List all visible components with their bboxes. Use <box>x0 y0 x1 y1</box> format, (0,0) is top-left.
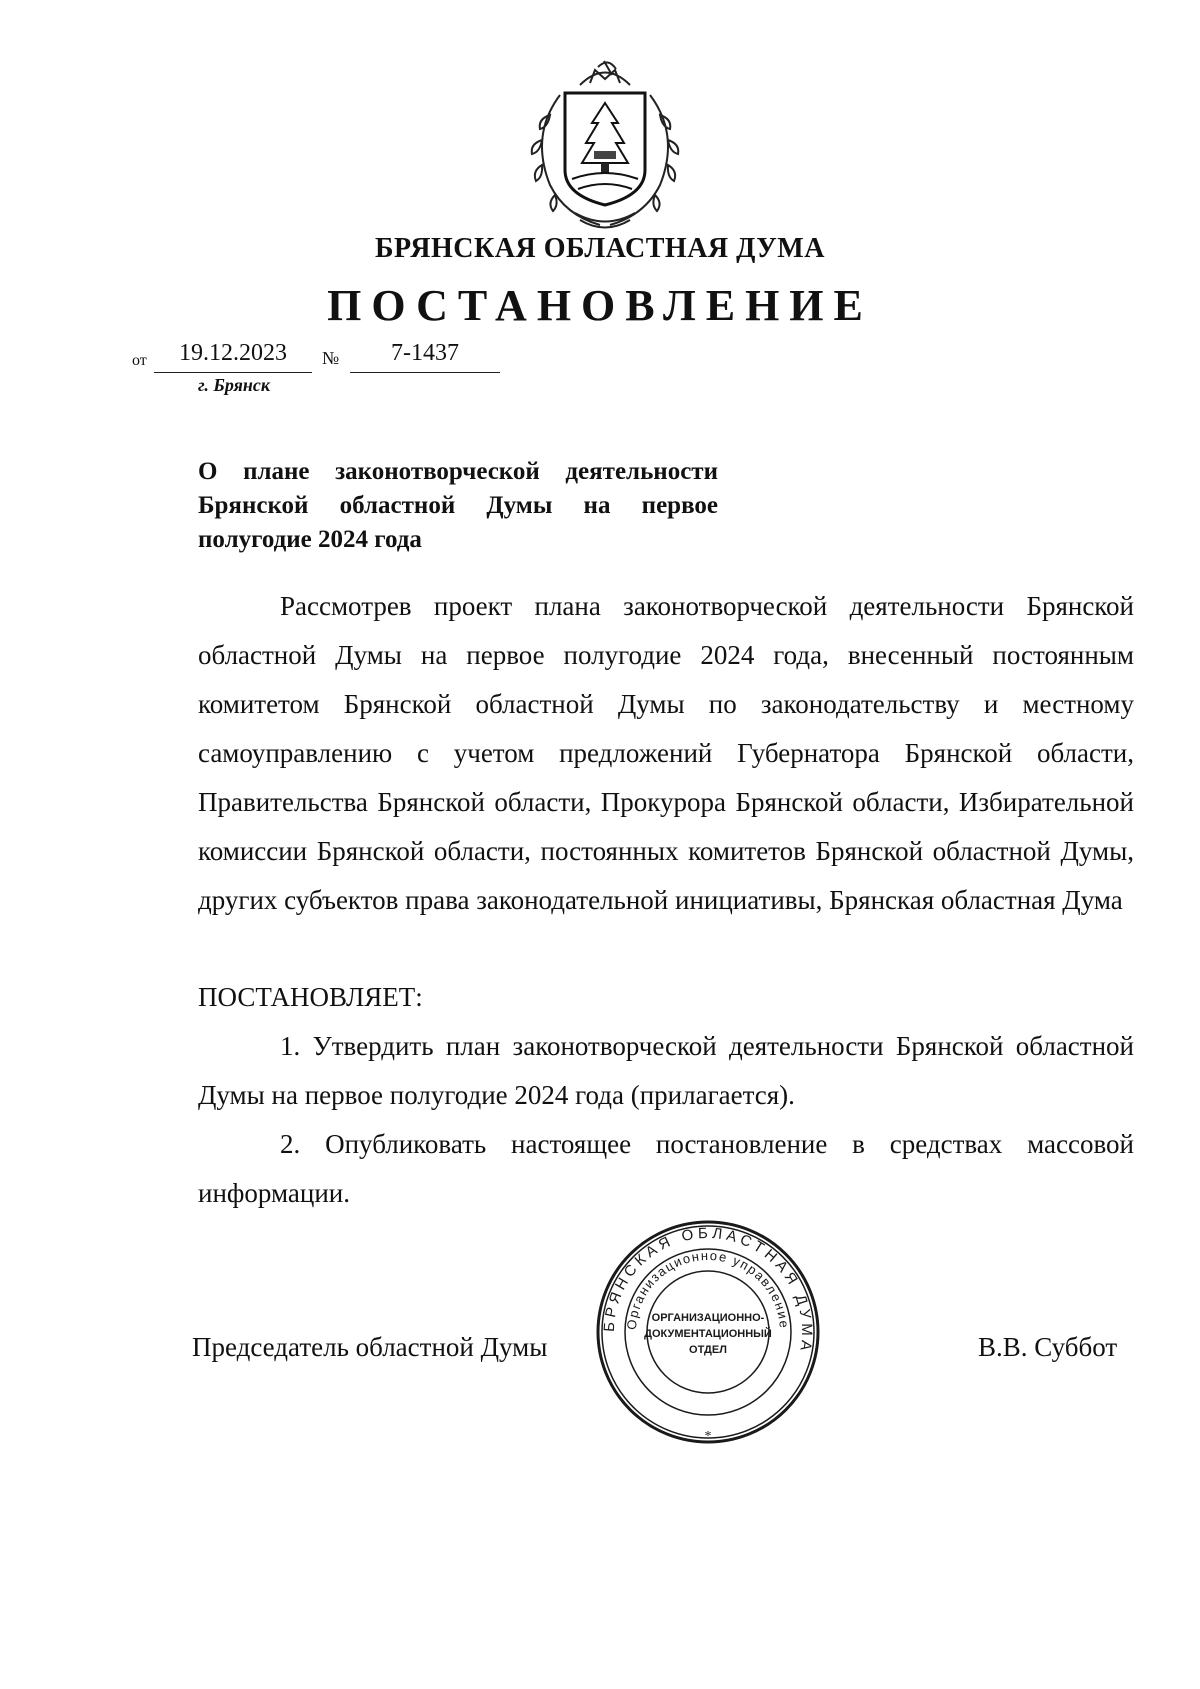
document-city: г. Брянск <box>198 375 270 395</box>
subject-line: полугодие 2024 года <box>198 526 422 553</box>
resolution-item-text: 2. Опубликовать настоящее постановление в средствах массовой информации. <box>198 1129 1134 1208</box>
number-prefix: № <box>322 348 340 368</box>
document-type-title: ПОСТАНОВЛЕНИЕ <box>327 281 873 330</box>
coat-of-arms-icon <box>520 55 690 235</box>
preamble-paragraph <box>198 582 1134 925</box>
resolution-item-text: 1. Утвердить план законотворческой деятельности Брянской областной Думы на первое полугодие 2024 года (прилагается). <box>198 1031 1134 1110</box>
stamp-center-line: ОРГАНИЗАЦИОННО- <box>651 1312 765 1324</box>
svg-text:Организационное управление: Организационное управление <box>623 1247 793 1331</box>
signatory-role: Председатель областной Думы <box>192 1332 548 1362</box>
resolution-item <box>198 1022 1134 1120</box>
decree-heading <box>198 973 1134 1022</box>
document-date: 19.12.2023 <box>154 338 312 373</box>
preamble-text: Рассмотрев проект плана законотворческой деятельности Брянской областной Думы на первое полугодие 2024 года, внесенный постоянным комитетом Брянской областной Думы по законодательству и местному самоуправлению с учетом предложений Губернатора Брянской области, Правительства Брянской области, Прокурора Брянской области, Избирательной комиссии Брянской области, постоянных комитетов Брянской областной Думы, других субъектов права законодательной инициативы, Брянская областная Дума <box>198 591 1134 915</box>
document-number: 7-1437 <box>350 338 500 373</box>
signatory-name: В.В. Суббот <box>978 1332 1118 1362</box>
official-stamp-icon <box>594 1218 822 1446</box>
decree-text: ПОСТАНОВЛЯЕТ: <box>198 982 423 1012</box>
subject-line: Брянской областной Думы на первое <box>198 492 718 519</box>
date-prefix: от <box>132 352 147 369</box>
svg-text:БРЯНСКАЯ ОБЛАСТНАЯ ДУМА: БРЯНСКАЯ ОБЛАСТНАЯ ДУМА <box>600 1224 816 1356</box>
stamp-star-icon: * <box>704 1429 712 1444</box>
document-subject <box>198 455 718 557</box>
issuing-authority: БРЯНСКАЯ ОБЛАСТНАЯ ДУМА <box>375 233 825 264</box>
subject-line: О плане законотворческой деятельности <box>198 458 718 485</box>
stamp-center-line: ОТДЕЛ <box>689 1344 727 1356</box>
resolution-item <box>198 1120 1134 1218</box>
stamp-center-line: ДОКУМЕНТАЦИОННЫЙ <box>644 1328 772 1340</box>
